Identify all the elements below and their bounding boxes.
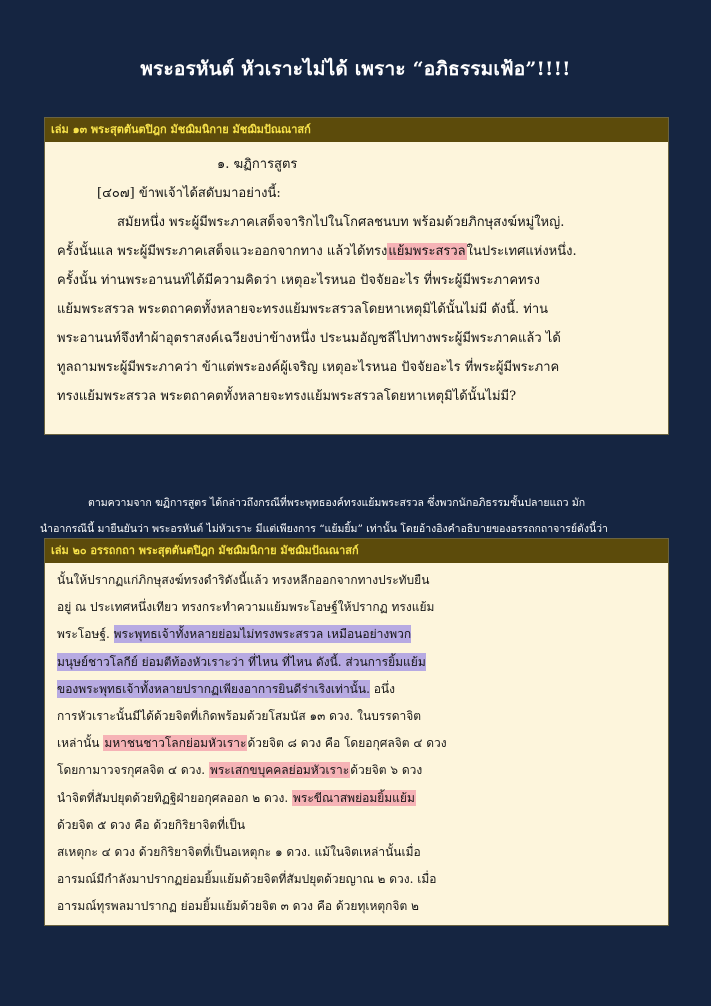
page-title: พระอรหันต์ หัวเราะไม่ได้ เพราะ “อภิธรรมเฟ้อ”!!!! [140,58,571,80]
text-segment: เหล่านั้น [57,736,104,751]
text-segment: อารมณ์มีกำลังมาปรากฏย่อมยิ้มแย้มด้วยจิตที่สัมปยุตด้วยญาณ ๒ ดวง. เมื่อ [57,872,437,887]
text-line [57,295,668,324]
panel-body [45,563,668,920]
text-segment: อยู่ ณ ประเทศหนึ่งเทียว ทรงกระทำความแย้มพระโอษฐ์ให้ปรากฏ ทรงแย้ม [57,600,435,615]
text-segment: นำจิตที่สัมปยุตด้วยทิฏฐิฝ่ายอกุศลออก ๒ ดวง. [57,790,292,805]
scripture-panel-1 [44,117,669,435]
text-line [57,150,668,179]
text-line [57,567,668,594]
text-line [57,866,668,893]
text-line [57,382,668,411]
caption-line: นำอากรณีนี้ มายืนยันว่า พระอรหันต์ ไม่หัวเราะ มีแต่เพียงการ “แย้มยิ้ม” เท่านั้น โดยอ้างอิงคำอธิบายของอรรถกถาจารย์ดังนี้ว่า [40,523,608,535]
text-segment: โดยกามาวจรกุศลจิต ๔ ดวง. [57,763,209,778]
text-line [57,237,668,266]
text-segment: แย้มพระสรวล พระตถาคตทั้งหลายจะทรงแย้มพระสรวลโดยหาเหตุมิได้นั้นไม่มี ดังนี้. ท่าน [57,302,549,317]
text-segment: ครั้งนั้น ท่านพระอานนท์ได้มีความคิดว่า เหตุอะไรหนอ ปัจจัยอะไร ที่พระผู้มีพระภาคทรง [57,273,540,288]
scripture-panel-2 [44,538,669,926]
text-segment: พระโอษฐ์. [57,627,114,642]
text-segment: สมัยหนึ่ง พระผู้มีพระภาคเสด็จจาริกไปในโกศลชนบท พร้อมด้วยภิกษุสงฆ์หมู่ใหญ่. [117,215,565,230]
text-line [57,594,668,621]
text-segment: พระอานนท์จึงทำผ้าอุตราสงค์เฉวียงบ่าข้างหนึ่ง ประนมอัญชลีไปทางพระผู้มีพระภาคแล้ว ได้ [57,331,561,346]
highlighted-text: มนุษย์ชาวโลกีย์ ย่อมตีท้องหัวเราะว่า ที่ไหน ที่ไหน ดังนี้. ส่วนการยิ้มแย้ม [57,654,426,669]
text-line [57,621,668,648]
highlighted-text: มหาชนชาวโลกย่อมหัวเราะ [104,736,247,751]
text-segment: สเหตุกะ ๔ ดวง ด้วยกิริยาจิตที่เป็นอเหตุกะ ๑ ดวง. แม้ในจิตเหล่านั้นเมื่อ [57,844,421,859]
text-segment: ด้วยจิต ๕ ดวง คือ ด้วยกิริยาจิตที่เป็น [57,817,246,832]
caption-line: ตามความจาก ฆฏิการสูตร ได้กล่าวถึงกรณีที่พระพุทธองค์ทรงแย้มพระสรวล ซึ่งพวกนักอภิธรรมชั้นปลายแถว มัก [88,497,586,509]
text-segment: ด้วยจิต ๘ ดวง คือ โดยอกุศลจิต ๔ ดวง [247,736,447,751]
text-segment: [๔๐๗] ข้าพเจ้าได้สดับมาอย่างนี้: [97,186,281,201]
text-segment: ครั้งนั้นแล พระผู้มีพระภาคเสด็จแวะออกจากทาง แล้วได้ทรง [57,244,388,259]
text-line [57,266,668,295]
panel-header: เล่ม ๑๓ พระสุตตันตปิฎก มัชฌิมนิกาย มัชฌิมปัณณาสก์ [45,118,668,142]
text-segment: นั้นให้ปรากฏแก่ภิกษุสงฆ์ทรงดำริดังนี้แล้ว ทรงหลีกออกจากทางประทับยืน [57,573,430,587]
text-line [57,676,668,703]
text-line [57,730,668,757]
text-segment: ๑. ฆฏิการสูตร [217,157,298,172]
text-line [57,324,668,353]
text-segment: ในประเทศแห่งหนึ่ง. [466,244,577,259]
text-segment: ทูลถามพระผู้มีพระภาคว่า ข้าแต่พระองค์ผู้เจริญ เหตุอะไรหนอ ปัจจัยอะไร ที่พระผู้มีพระภาค [57,360,560,375]
text-line [57,893,668,920]
text-segment: ทรงแย้มพระสรวล พระตถาคตทั้งหลายจะทรงแย้มพระสรวลโดยหาเหตุมิได้นั้นไม่มี? [57,389,517,404]
text-line [57,812,668,839]
text-line [57,757,668,784]
text-segment: การหัวเราะนั้นมีได้ด้วยจิตที่เกิดพร้อมด้วยโสมนัส ๑๓ ดวง. ในบรรดาจิต [57,708,422,723]
text-line [57,208,668,237]
text-line [57,839,668,866]
highlighted-text: พระเสกขบุคคลย่อมหัวเราะ [209,763,350,778]
highlighted-text: แย้มพระสรวล [388,244,466,259]
text-line [57,649,668,676]
text-segment: อนึ่ง [369,681,395,696]
highlighted-text: พระพุทธเจ้าทั้งหลายย่อมไม่ทรงพระสรวล เหมือนอย่างพวก [113,627,412,642]
text-line [57,179,668,208]
text-line [57,785,668,812]
panel-body [45,142,668,411]
text-segment: อารมณ์ทุรพลมาปรากฏ ย่อมยิ้มแย้มด้วยจิต ๓ ดวง คือ ด้วยทุเหตุกจิต ๒ [57,899,419,914]
caption [40,490,680,542]
highlighted-text: พระขีณาสพย่อมยิ้มแย้ม [292,790,415,805]
panel-header: เล่ม ๒๐ อรรถกถา พระสุตตันตปิฎก มัชฌิมนิกาย มัชฌิมปัณณาสก์ [45,539,668,563]
text-line [57,703,668,730]
highlighted-text: ของพระพุทธเจ้าทั้งหลายปรากฏเพียงอาการยินดีร่าเริงเท่านั้น. [57,681,370,696]
text-line [57,353,668,382]
text-segment: ด้วยจิต ๖ ดวง [350,763,423,778]
